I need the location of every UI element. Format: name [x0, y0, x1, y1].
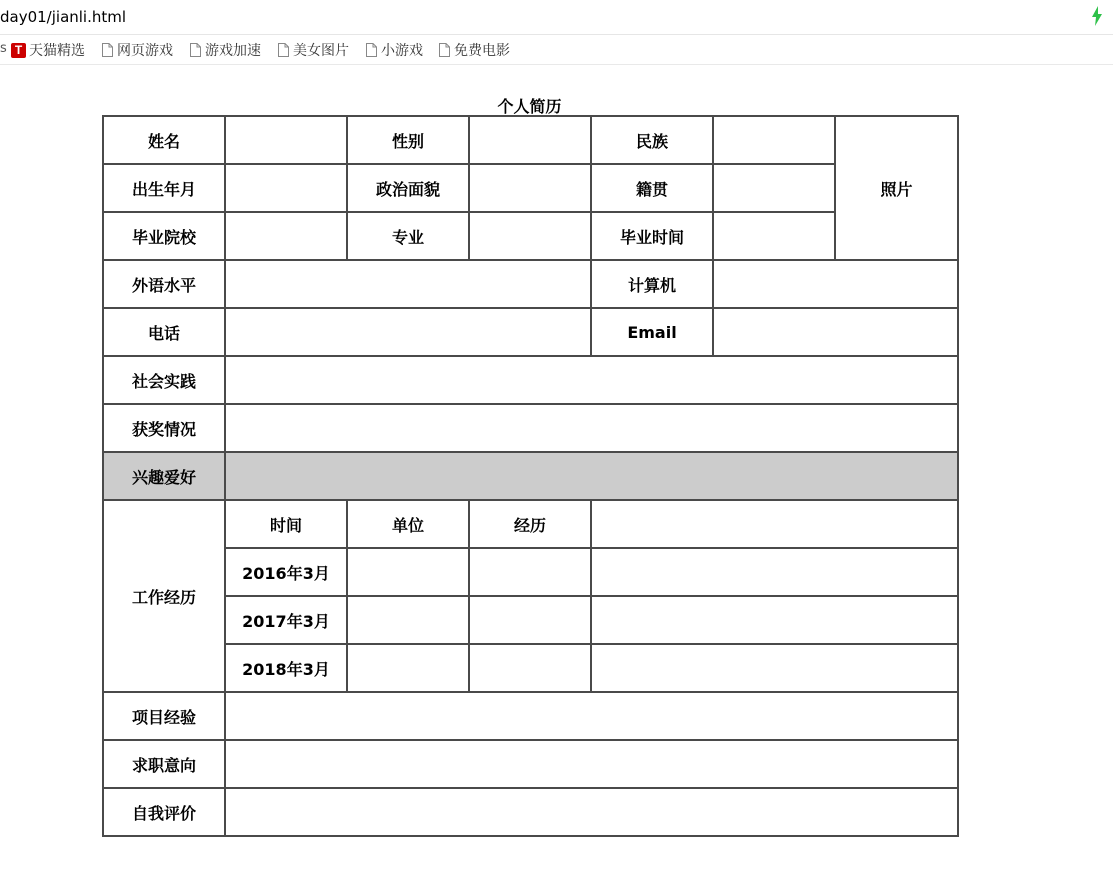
- bookmark-web-games[interactable]: [102, 40, 173, 60]
- work-row-time: 2017年3月: [225, 596, 347, 644]
- lightning-icon[interactable]: [1091, 6, 1103, 26]
- bookmark-tmall[interactable]: [11, 40, 85, 60]
- hobbies-value-cell: [225, 452, 958, 500]
- url-text[interactable]: day01/jianli.html: [0, 8, 127, 26]
- bookmark-label: 免费电影: [454, 43, 510, 59]
- page-icon: [102, 43, 113, 57]
- bookmark-truncated[interactable]: s: [0, 41, 7, 56]
- work-header-experience: 经历: [469, 500, 591, 548]
- page-icon: [439, 43, 450, 57]
- bookmark-label: 网页游戏: [117, 43, 173, 59]
- bookmark-free-movies[interactable]: [439, 40, 510, 60]
- bookmark-label: 美女图片: [293, 43, 349, 59]
- page-icon: [366, 43, 377, 57]
- name-value-cell: [225, 116, 347, 164]
- job-intention-value-cell: [225, 740, 958, 788]
- work-row-experience-cell: [469, 596, 591, 644]
- self-eval-value-cell: [225, 788, 958, 836]
- work-header-blank: [591, 500, 958, 548]
- page-icon: [190, 43, 201, 57]
- phone-label: 电话: [103, 308, 225, 356]
- practice-value-cell: [225, 356, 958, 404]
- grad-time-value-cell: [713, 212, 835, 260]
- birth-value-cell: [225, 164, 347, 212]
- computer-value-cell: [713, 260, 958, 308]
- bookmark-pictures[interactable]: [278, 40, 349, 60]
- computer-label: 计算机: [591, 260, 713, 308]
- origin-label: 籍贯: [591, 164, 713, 212]
- political-value-cell: [469, 164, 591, 212]
- school-label: 毕业院校: [103, 212, 225, 260]
- projects-label: 项目经验: [103, 692, 225, 740]
- work-header-company: 单位: [347, 500, 469, 548]
- work-row-extra-cell: [591, 644, 958, 692]
- major-label: 专业: [347, 212, 469, 260]
- bookmark-game-speedup[interactable]: [190, 40, 261, 60]
- origin-value-cell: [713, 164, 835, 212]
- hobbies-label: 兴趣爱好: [103, 452, 225, 500]
- language-label: 外语水平: [103, 260, 225, 308]
- work-row-experience-cell: [469, 644, 591, 692]
- work-label: 工作经历: [103, 500, 225, 692]
- photo-cell: 照片: [835, 116, 958, 260]
- email-value-cell: [713, 308, 958, 356]
- work-row-time: 2018年3月: [225, 644, 347, 692]
- email-label: Email: [591, 308, 713, 356]
- work-header-time: 时间: [225, 500, 347, 548]
- page-icon: [278, 43, 289, 57]
- work-row-extra-cell: [591, 548, 958, 596]
- bookmarks-bar: [0, 35, 1113, 65]
- bookmark-label: 小游戏: [381, 43, 423, 59]
- birth-label: 出生年月: [103, 164, 225, 212]
- bookmark-label: 天猫精选: [29, 43, 85, 59]
- name-label: 姓名: [103, 116, 225, 164]
- practice-label: 社会实践: [103, 356, 225, 404]
- work-row-time: 2016年3月: [225, 548, 347, 596]
- address-bar[interactable]: [0, 0, 1113, 35]
- work-row-company-cell: [347, 596, 469, 644]
- gender-label: 性别: [347, 116, 469, 164]
- awards-label: 获奖情况: [103, 404, 225, 452]
- language-value-cell: [225, 260, 591, 308]
- self-eval-label: 自我评价: [103, 788, 225, 836]
- ethnicity-label: 民族: [591, 116, 713, 164]
- job-intention-label: 求职意向: [103, 740, 225, 788]
- resume-caption: 个人简历: [497, 97, 562, 116]
- bookmark-label: 游戏加速: [205, 43, 261, 59]
- projects-value-cell: [225, 692, 958, 740]
- work-row-experience-cell: [469, 548, 591, 596]
- resume-table: [102, 115, 959, 837]
- phone-value-cell: [225, 308, 591, 356]
- bookmark-mini-games[interactable]: [366, 40, 423, 60]
- awards-value-cell: [225, 404, 958, 452]
- school-value-cell: [225, 212, 347, 260]
- grad-time-label: 毕业时间: [591, 212, 713, 260]
- work-row-company-cell: [347, 644, 469, 692]
- political-label: 政治面貌: [347, 164, 469, 212]
- major-value-cell: [469, 212, 591, 260]
- gender-value-cell: [469, 116, 591, 164]
- work-row-extra-cell: [591, 596, 958, 644]
- work-row-company-cell: [347, 548, 469, 596]
- ethnicity-value-cell: [713, 116, 835, 164]
- tmall-icon: T: [11, 43, 26, 58]
